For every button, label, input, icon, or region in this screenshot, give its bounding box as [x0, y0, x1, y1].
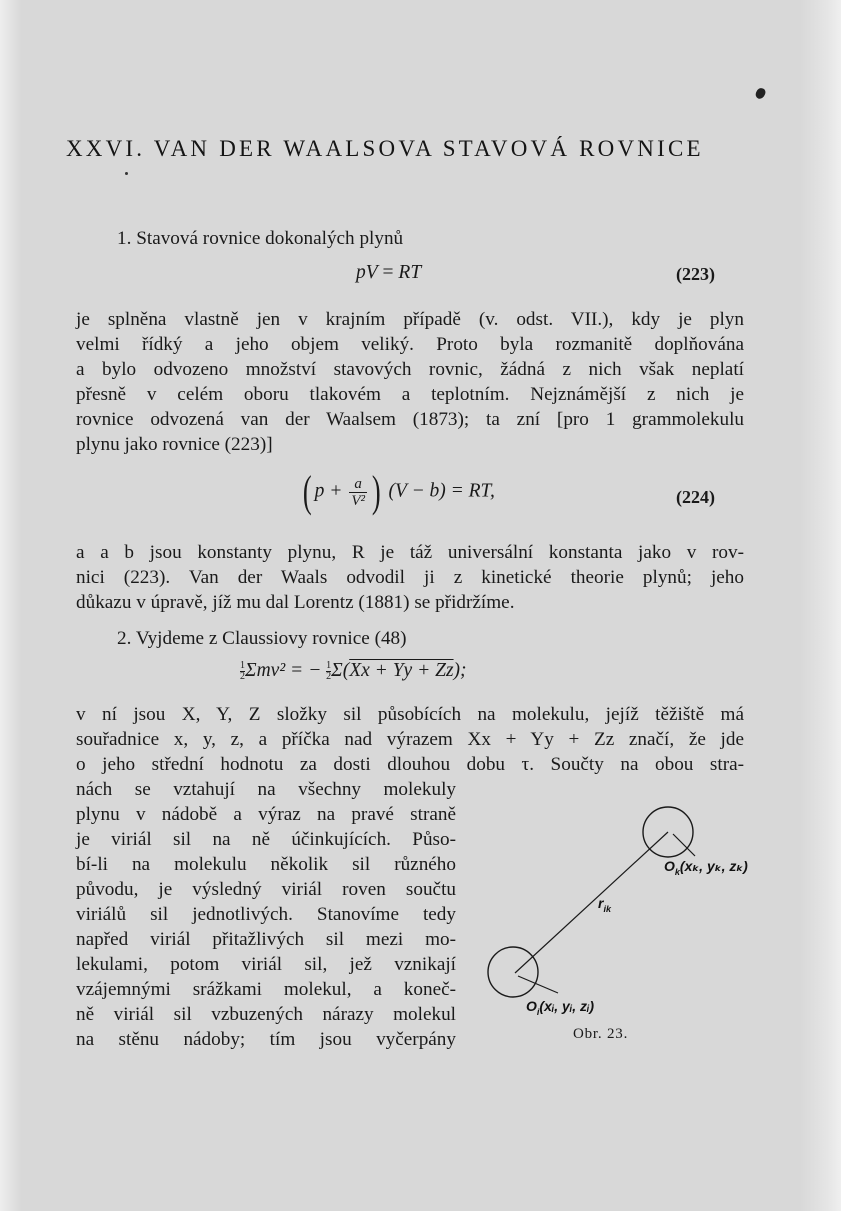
- text-line: je viriál sil na ně účinkujících. Půso-: [76, 829, 456, 850]
- label-i-o: O: [526, 998, 537, 1014]
- equation-224: [300, 467, 495, 516]
- label-i-coords: (xᵢ, yᵢ, zᵢ): [539, 998, 595, 1014]
- ink-blot: [754, 87, 766, 100]
- eq48-overlined-term: Xx + Yy + Zz: [349, 660, 454, 681]
- half-num: 1: [326, 660, 332, 672]
- text-line: rovnice odvozená van der Waalsem (1873); ta zní [pro 1 grammolekulu: [76, 409, 744, 430]
- text-line: důkazu v úpravě, jíž mu dal Lorentz (1881) se přidržíme.: [76, 592, 515, 613]
- label-k-sub: k: [674, 866, 680, 877]
- text-line: viriálů sil jednotlivých. Stanovíme tedy: [76, 904, 456, 925]
- text-line: o jeho střední hodnotu za dosti dlouhou dobu τ. Součty na obou stra-: [76, 754, 744, 775]
- text-line: a bylo odvozeno množství stavových rovnic, žádná z nich však neplatí: [76, 359, 744, 380]
- label-i-sub: i: [536, 1006, 540, 1017]
- text-line: a a b jsou konstanty plynu, R je táž universální konstanta jako v rov-: [76, 542, 744, 563]
- half-den: 2: [326, 671, 332, 683]
- eq223-lhs: pV: [356, 262, 378, 283]
- molecule-i-circle: [488, 947, 538, 997]
- text-line: v ní jsou X, Y, Z složky sil působících na molekulu, jejíž těžiště má: [76, 704, 744, 725]
- text-line: plynu jako rovnice (223)]: [76, 434, 273, 455]
- figure-molecules-diagram: [480, 790, 780, 1050]
- text-line: původu, je výsledný viriál roven součtu: [76, 879, 456, 900]
- equation-223: [356, 262, 421, 284]
- text-line: nách se vztahují na všechny molekuly: [76, 779, 456, 800]
- text-line: souřadnice x, y, z, a příčka nad výrazem Xx + Yy + Zz značí, že jde: [76, 729, 744, 750]
- ink-speck: [125, 172, 128, 175]
- text-line: lekulami, potom viriál sil, jež vznikají: [76, 954, 456, 975]
- eq223-rhs: RT: [398, 262, 422, 283]
- text-line: nici (223). Van der Waals odvodil ji z kinetické theorie plynů; jeho: [76, 567, 744, 588]
- label-distance-rik: [598, 895, 611, 914]
- text-line: bí-li na molekulu několik sil různého: [76, 854, 456, 875]
- label-r: r: [598, 895, 604, 911]
- label-molecule-k: [664, 858, 748, 877]
- eq223-equals: =: [377, 262, 399, 283]
- fraction-a-over-v2: [349, 476, 367, 509]
- label-k-coords: (xₖ, yₖ, zₖ): [679, 858, 748, 874]
- text-line: velmi řídký a jeho objem veliký. Proto byla rozmanitě doplňována: [76, 334, 744, 355]
- text-line: je splněna vlastně jen v krajním případě (v. odst. VII.), kdy je plyn: [76, 309, 744, 330]
- leader-line-k: [673, 834, 695, 856]
- distance-line-rik: [515, 832, 668, 973]
- equation-number-224: (224): [676, 487, 715, 507]
- equation-number-223: (223): [676, 264, 715, 284]
- eq48-lhs: Σmv² = −: [245, 660, 327, 681]
- text-line: ně viriál sil vzbuzených nárazy molekul: [76, 1004, 456, 1025]
- figure-caption: Obr. 23.: [573, 1026, 629, 1042]
- section-2-heading: 2. Vyjdeme z Claussiovy rovnice (48): [117, 628, 407, 649]
- frac-denominator: V²: [351, 492, 365, 509]
- right-paren: ): [371, 467, 381, 516]
- eq48-close: );: [453, 660, 467, 681]
- text-line: na stěnu nádoby; tím jsou vyčerpány: [76, 1029, 456, 1050]
- label-molecule-i: [526, 998, 594, 1017]
- section-1-heading: 1. Stavová rovnice dokonalých plynů: [117, 228, 404, 249]
- text-line: vzájemnými srážkami molekul, a koneč-: [76, 979, 456, 1000]
- half-num: 1: [240, 660, 245, 672]
- half-den: 2: [240, 671, 245, 683]
- text-line: plynu v nádobě a výraz na pravé straně: [76, 804, 456, 825]
- chapter-title: XXVI. VAN DER WAALSOVA STAVOVÁ ROVNICE: [66, 136, 704, 161]
- equation-claussius: [240, 660, 467, 682]
- text-line: přesně v celém oboru tlakovém a teplotním. Nejznámější z nich je: [76, 384, 744, 405]
- eq224-p: p +: [314, 480, 348, 502]
- leader-line-i: [518, 976, 558, 993]
- left-paren: (: [302, 467, 312, 516]
- frac-numerator: a: [349, 476, 367, 493]
- text-line: napřed viriál přitažlivých sil mezi mo-: [76, 929, 456, 950]
- label-r-sub: ik: [603, 903, 611, 914]
- label-k-o: O: [664, 858, 675, 874]
- eq224-rest: (V − b) = RT,: [383, 480, 495, 502]
- eq48-sigma: Σ(: [331, 660, 350, 681]
